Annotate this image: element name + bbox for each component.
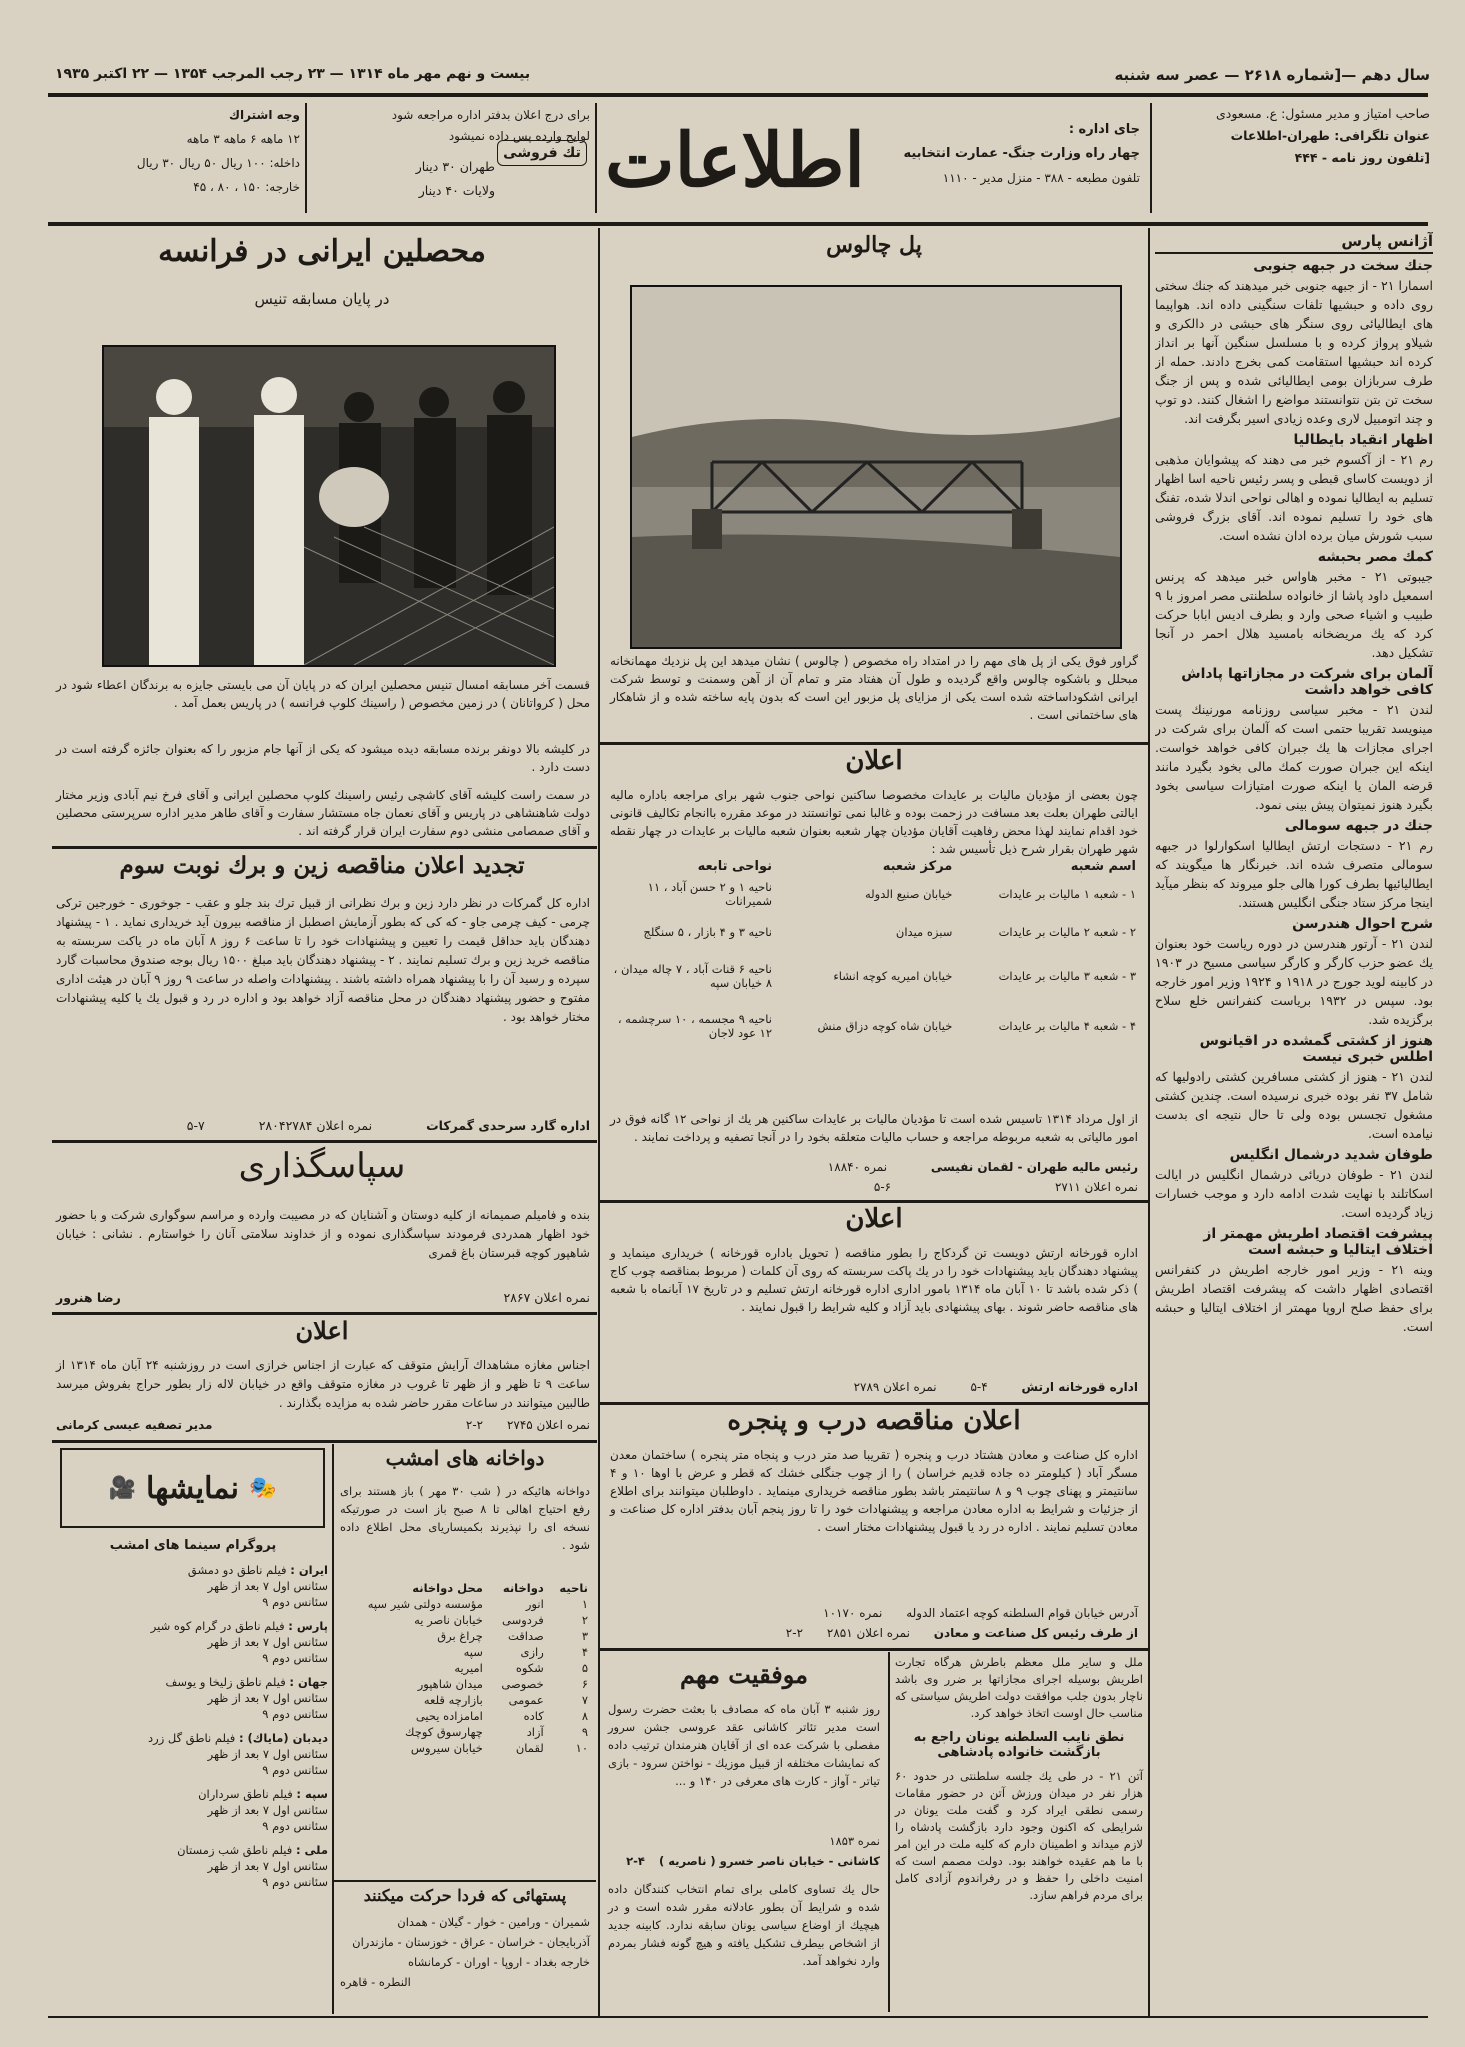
pars-story-9-text: وینه ۲۱ - وزیر امور خارجه اطریش در کنفرانس اقتصادی اظهار داشت که پیشرفت اقتصاد اطریش برای حفظ صلح اروپا مهمتر از اختلاف ایتالیا و حبشه است. [1155, 1262, 1433, 1334]
tax-sign-row [610, 1160, 1138, 1174]
pharmacy-title: دواخانه های امشب [385, 1446, 545, 1470]
tax-header-3: نواحی تابعه [697, 859, 772, 874]
pharmacy-cell: امیریه [454, 1661, 483, 1675]
greece-continued: حال یك تساوی کاملی برای تمام انتخاب کنندگان داده شده و شرایط آن بطور عادلانه مقرر شده است و در هیچیك از اوضاع سیاسی یونان سابقه ندارد. کابینه جدید از اشخاص بیطرف تشکیل یافته و هیچ گونه فشار بمردم وارد نخواهد آمد. [608, 1882, 880, 1968]
cinema-show-1: سئانس اول ۷ بعد از ظهر [207, 1579, 328, 1593]
success-text: روز شنبه ۳ آبان ماه که مصادف با بعثت حضرت رسول است مدیر تئاتر کاشانی عقد عروسی جشن سرور مفصلی با شرکت عده ای از آقایان هنرمندان ترتیب داده که نمایشات مختلفه از قبیل موزیك - نواختن سرود - بازی تیاتر - آواز - کارت های معرفی در ۱۴۰ و ... [608, 1702, 880, 1788]
subscription-foreign: خارجه: ۱۵۰ ، ۸۰ ، ۴۵ [193, 180, 300, 194]
pars-section-title: آژانس پارس [1155, 232, 1433, 254]
army-title: اعلان [845, 1204, 903, 1234]
tax-cell: سبزه میدان [895, 925, 953, 939]
pars-story-1-title: جنك سخت در جبهه جنوبی [1253, 258, 1433, 274]
pars-story-7-title: هنوز از کشتی گمشده در اقیانوس اطلس خبری نیست [1199, 1033, 1433, 1065]
thanks-number: نمره اعلان ۲۸۶۷ [503, 1290, 590, 1305]
pharmacy-cell: فردوسی [502, 1613, 544, 1627]
pharmacy-row [338, 1740, 592, 1756]
pharmacy-row [338, 1724, 592, 1740]
pharmacy-cell: سپه [463, 1645, 483, 1659]
success-code: ۴-۲ [626, 1854, 645, 1868]
tax-cell: ناحیه ۳ و ۴ بازار ، ۵ سنگلج [643, 925, 772, 939]
pars-story-1-text: اسمارا ۲۱ - از جبهه جنوبی خبر میدهند که جنك سختی روی داده و حبشیها تلفات سنگینی داده اند. هواپیما های ایطالیائی روی سنگر های حبشی در دالکری و شیلاو پرواز کرده و با مسلسل سنگین آنها بر انداز کرده اند حبشیها استقامت کمی بخرج دادند. حمله از طرف سربازان بومی ایطالیائی شده و پس از جنگ سخت تن بتن نتوانستند مواضع را اشغال کنند. دو توپ و چند اتومبیل لاری وعده زیادی اسیر بگرفت اند. [1155, 278, 1433, 426]
tax-signer: رئیس مالیه طهران - لقمان نفیسی [930, 1160, 1138, 1174]
mail-line: آذربایجان - خراسان - عراق - خوزستان - مازندران [352, 1935, 590, 1949]
army-code: ۴-۵ [970, 1380, 988, 1394]
pharmacy-cell: امامزاده یحیی [415, 1709, 483, 1723]
tax-cell: خیابان صنیع الدوله [865, 887, 953, 901]
shop-notice-text: اجناس مغازه مشاهداك آرایش متوقف که عبارت از اجناس خرازی است در روزشنبه ۲۴ آبان ماه ۱۳۱۴ از ساعت ۹ تا ظهر و از ظهر تا غروب در مغازه متوقف واقع در خیابان لاله زار بطور حراج بفروش میرسد طالبین میتوانند در ساعات مقرر حاضر شده به مزایده بگذارند . [56, 1358, 590, 1410]
pars-story-2-title: اظهار انقیاد بایطالیا [1293, 432, 1433, 448]
pars-story-5-title: جنك در جبهه سومالی [1284, 818, 1433, 834]
subscription-head: ۱۲ ماهه ۶ ماهه ۳ ماهه [186, 132, 300, 146]
film-camera-icon: 🎥 [108, 1475, 137, 1501]
pharmacy-cell: آزاد [526, 1725, 544, 1739]
success-title: موفقیت مهم [680, 1660, 808, 1689]
cinema-show-2: سئانس دوم ۹ [262, 1707, 328, 1721]
doors-code: ۲-۲ [785, 1626, 804, 1640]
tax-cell: ۱ - شعبه ۱ مالیات بر عایدات [998, 887, 1136, 901]
cinema-item [58, 1562, 328, 1610]
office-phone: تلفون مطبعه - ۳۸۸ - منزل مدیر - ۱۱۱۰ [942, 171, 1140, 185]
pharmacy-header: دواخانه [502, 1581, 544, 1595]
tax-header-1: اسم شعبه [1070, 859, 1136, 874]
cinema-list [58, 1562, 328, 1898]
cinema-logo-box [60, 1448, 325, 1528]
ad-note-1: برای درج اعلان بدفتر اداره مراجعه شود [391, 108, 590, 122]
chalus-title: پل چالوس [826, 232, 922, 258]
tax-cell: خیابان امیریه کوچه انشاء [833, 969, 953, 983]
curtain-icon: 🎭 [248, 1475, 277, 1501]
masthead-rule [48, 222, 1428, 226]
tax-cell: ۴ - شعبه ۴ مالیات بر عایدات [998, 1019, 1136, 1033]
pars-story-3-title: کمك مصر بحبشه [1317, 549, 1433, 565]
pharmacy-cell: انور [525, 1597, 544, 1611]
office-box [860, 118, 1140, 190]
pharmacy-cell: چهارسوق کوچك [405, 1725, 483, 1739]
shop-notice-sign-row [56, 1418, 590, 1432]
tax-cell: ناحیه ۹ مجسمه ، ۱۰ سرچشمه ، ۱۲ عود لاجان [617, 1012, 772, 1040]
mail-line: شمیران - ورامین - خوار - گیلان - همدان [397, 1915, 590, 1929]
cinema-show-2: سئانس دوم ۹ [262, 1651, 328, 1665]
tax-cell: ۲ - شعبه ۲ مالیات بر عایدات [998, 925, 1136, 939]
thanks-text: بنده و فامیلم صمیمانه از کلیه دوستان و آشنایان که در مصیبت وارده و مراسم سوگواری شرکت و با حضور خود اظهار همدردی فرمودند سپاسگذاری نموده و از خداوند سلامتی آنان را خواستارم . نشانی : خیابان شاهپور کوچه قبرستان باغ قمری [56, 1208, 590, 1260]
owner-line: صاحب امتیاز و مدیر مسئول: ع. مسعودی [1216, 106, 1430, 121]
cinema-item [58, 1674, 328, 1722]
customs-code: ۷-۵ [186, 1118, 205, 1133]
pars-story-7-text: لندن ۲۱ - هنوز از کشتی مسافرین کشتی رادولیها که شامل ۳۷ نفر بوده خبری نرسیده است. چندین کشتی مشغول تجسس بوده ولی تا حال نتیجه ای بدست نیامده است. [1155, 1069, 1433, 1141]
single-tehran: طهران ۳۰ دینار [415, 159, 495, 174]
date-line: بیست و نهم مهر ماه ۱۳۱۴ — ۲۳ رجب المرجب ۱۳۵۴ — ۲۲ اکتبر ۱۹۳۵ [55, 66, 531, 82]
pars-story-2-text: رم ۲۱ - از آکسوم خبر می دهند که پیشوایان مذهبی از دویست کاسای قبطی و پسر رئیس ناحیه اسا اظهار تسلیم به ایطالیا نموده و اهالی نواحی اندلا شده، تفنگ های خود را تسلیم نموده اند. آقای بزرگ فروشی سبب شورش میان برده ادان نشده است. [1155, 452, 1433, 543]
tax-row [608, 913, 1140, 951]
cinema-show-2: سئانس دوم ۹ [262, 1763, 328, 1777]
ad-note-2: لوایح وارده پس داده نمیشود [448, 129, 590, 143]
pharmacy-cell: ۳ [581, 1629, 588, 1643]
pharmacy-cell: ۱۰ [575, 1741, 588, 1755]
tennis-caption-2: در کلیشه بالا دونفر برنده مسابقه دیده میشود که یکی از آنها جام مزبور را که بعنوان جائزه گرفته است در دست دارد . [56, 742, 590, 774]
pharmacy-intro: دواخانه هائیکه در ( شب ۳۰ مهر ) باز هستند برای رفع احتیاج اهالی تا ۸ صبح باز است در صورتیکه نسخه ای را نپذیرند بکمیساریای محل اطلاع داده شود . [340, 1484, 590, 1552]
pars-story-8-text: لندن ۲۱ - طوفان دریائی درشمال انگلیس در ایالت اسکاتلند با نهایت شدت ادامه دارد و موجب خسارات زیاد گردیده است. [1155, 1167, 1433, 1220]
pars-story-6-text: لندن ۲۱ - آرتور هندرسن در دوره ریاست خود بعنوان یك عضو حزب کارگر و کارگر سیاسی مسیح در ۱۹۰۳ در کابینه لوید جورج در ۱۹۱۸ و ۱۹۲۴ وزیر امور خارجه بود. سپس در ۱۹۳۲ بریاست کنفرانس خلع سلاح برگزیده شد. [1155, 936, 1433, 1027]
success-place-row [608, 1854, 880, 1868]
doors-address-row [610, 1606, 1138, 1620]
pharmacy-row [338, 1708, 592, 1724]
pharmacy-row [338, 1628, 592, 1644]
tax-row [608, 1001, 1140, 1051]
greece-title: نطق نایب السلطنه یونان راجع به بازگشت خانواده پادشاهی [913, 1730, 1125, 1760]
pharmacy-cell: خیابان ناصر یه [414, 1613, 483, 1627]
doors-org: از طرف رئیس کل صناعت و معادن [933, 1626, 1138, 1640]
phone-line: [تلفون روز نامه - ۴۴۴ [1294, 150, 1430, 165]
pharmacy-cell: ۵ [581, 1661, 588, 1675]
pars-story-4-title: آلمان برای شرکت در مجازاتها پاداش کافی خواهد داشت [1181, 666, 1433, 698]
pharmacy-row [338, 1612, 592, 1628]
pharmacy-cell: عمومی [508, 1693, 544, 1707]
success-place: کاشانی - خیابان ناصر خسرو ( ناصریه ) [658, 1854, 880, 1868]
pharmacy-row [338, 1660, 592, 1676]
tax-cell: خیابان شاه کوچه دزاق منش [817, 1019, 953, 1033]
pharmacy-cell: کاده [523, 1709, 544, 1723]
mail-line: النطره - قاهره [340, 1975, 411, 1989]
pharmacy-cell: مؤسسه دولتی شیر سپه [367, 1597, 483, 1611]
pharmacy-cell: ۲ [581, 1613, 588, 1627]
customs-number: نمره اعلان ۲۸۰۴۲۷۸۴ [258, 1118, 373, 1133]
pharmacy-cell: صداقت [507, 1629, 544, 1643]
chalus-bridge-photo [630, 285, 1122, 649]
mail-line: خارجه بغداد - اروپا - اوران - کرمانشاه [407, 1955, 590, 1969]
pharmacy-cell: ۱ [581, 1597, 588, 1611]
tax-table [608, 858, 1140, 1051]
pharmacy-cell: شکوه [515, 1661, 544, 1675]
cinema-item [58, 1842, 328, 1890]
pharmacy-cell: لقمان [515, 1741, 544, 1755]
issue-line: سال دهم —[شماره ۲۶۱۸ — عصر سه شنبه [1114, 66, 1430, 84]
top-rule [48, 93, 1428, 97]
customs-text: اداره کل گمرکات در نظر دارد زین و برك نظرانی از قبیل ترك بند جلو و عقب - جوخوری - خورجین ترکی چرمی - کیف چرمی جاو - که کی که بطور آزمایش اصطبل از مناقصه بیرون آید خریداری نماید . ۱ - پیشنهاد دهندگان باید حداقل قیمت را تعیین و پیشنهادات خود را تا ساعت ۶ روز ۸ آبان ماه در یاکت سربسته به مناقصه خرید زین و برك تسلیم نمایند . ۲ - پیشنهاد دهندگان باید مبلغ ۱۵۰۰ ریال بوجه صندوق محاسبات گارد سپرده و رسید آن را با پیشنهاد همراه داشته باشند . پیشنهادات واصله در ساعت ۹ روز ۹ آبان در هیئت اداری مفتوح و حضور پیشنهاد دهندگان در محل مناقصه آزاد خواهد بود و اداره در رد و قبول یك یا کلیه پیشنهادات مختار خواهد بود . [56, 896, 590, 1024]
single-label: تك فروشی [497, 140, 587, 166]
cinema-desc: فیلم ناطق زلیخا و یوسف [165, 1675, 286, 1689]
telegraph-line: عنوان تلگرافی: طهران-اطلاعات [1230, 128, 1430, 143]
pharmacy-row [338, 1596, 592, 1612]
doors-text: اداره کل صناعت و معادن هشتاد درب و پنجره ( تقریبا صد متر درب و پنجاه متر پنجره ) ساختمان معدن مسگر آباد ( کیلومتر ده جاده قدیم خراسان ) را از چوب جنگلی خشك که قطر و عرض با اوها ۱۰ و ۴ سانتیمتر و پهنای چوب ۹ و ۸ سانتیمتر باشد بطور مناقصه خریداری مینماید . داوطلبان میتوانند برای اطلاع از جزئیات و شرایط به اداره معادن مراجعه و پیشنهادات خود را تا روز پنجم آبان بدفتر اداره کل صناعت و معادن تسلیم نمایند . اداره در رد یا قبول پیشنهادات مختار است . [610, 1448, 1138, 1534]
shop-notice-code: ۲-۲ [465, 1418, 484, 1432]
office-label: جای اداره : [1068, 122, 1140, 137]
customs-org: اداره گارد سرحدی گمرکات [426, 1118, 590, 1133]
army-sign-row [610, 1380, 1138, 1394]
cinema-name: ملی : [295, 1843, 328, 1857]
office-address: چهار راه وزارت جنگ- عمارت انتخابیه [903, 146, 1140, 161]
pars-story-5-text: رم ۲۱ - دستجات ارتش ایطالیا اسکوارلوا در جبهه سومالی متصرف شده اند. خبرنگار ها میگویند که ایطالیائیها بطرف کورا هالی جلو میروند که بنظر میآید اینجا مرکز ستاد جنگی انگلیس هستند. [1155, 838, 1433, 910]
cinema-name: پارس : [288, 1619, 328, 1633]
cinema-show-1: سئانس اول ۷ بعد از ظهر [207, 1747, 328, 1761]
tax-code: ۶-۵ [873, 1180, 892, 1194]
cinema-item [58, 1786, 328, 1834]
logo [605, 108, 865, 213]
tennis-title: محصلین ایرانی در فرانسه [158, 234, 486, 269]
tax-row [608, 951, 1140, 1001]
tax-title: اعلان [845, 746, 903, 776]
pars-story-9-title: پیشرفت اقتصاد اطریش مهمتر از اختلاف ایتالیا و حبشه است [1203, 1226, 1433, 1258]
cinema-desc: فیلم ناطق شب زمستان [177, 1843, 293, 1857]
tax-cell: ۳ - شعبه ۳ مالیات بر عایدات [998, 969, 1136, 983]
cinema-show-1: سئانس اول ۷ بعد از ظهر [207, 1859, 328, 1873]
cinema-show-1: سئانس اول ۷ بعد از ظهر [207, 1635, 328, 1649]
single-price-box [330, 155, 495, 203]
pharmacy-cell: بازارچه قلعه [423, 1693, 483, 1707]
pharmacy-cell: ۸ [581, 1709, 588, 1723]
thanks-signer: رضا هنرور [56, 1290, 121, 1305]
mail-title: پستهائی که فردا حرکت میکنند [363, 1886, 567, 1905]
bridge-illustration [632, 287, 1120, 647]
cinema-name: دیدبان (مایاك) : [238, 1731, 328, 1745]
pharmacy-table [338, 1580, 592, 1756]
pharmacy-cell: ۶ [581, 1677, 588, 1691]
subscription-box [55, 103, 300, 199]
subscription-title: وجه اشتراك [229, 108, 300, 122]
cinema-show-2: سئانس دوم ۹ [262, 1875, 328, 1889]
tax-ad-number: نمره اعلان ۲۷۱۱ [1054, 1180, 1138, 1194]
cinema-item [58, 1618, 328, 1666]
cinema-show-1: سئانس اول ۷ بعد از ظهر [207, 1803, 328, 1817]
cinema-desc: فیلم ناطق سرداران [198, 1787, 293, 1801]
tax-header-2: مرکز شعبه [882, 859, 953, 874]
single-provinces: ولایات ۴۰ دینار [418, 183, 495, 198]
pharmacy-header: محل دواخانه [412, 1581, 483, 1595]
pharmacy-cell: ۷ [581, 1693, 588, 1707]
chalus-caption: گراور فوق یکی از پل های مهم را در امتداد راه مخصوص ( چالوس ) نشان میدهد این پل نزدیك مهمانخانه مبحلل و باشکوه چالوس واقع گردیده و طول آن هفتاد متر و تمام آن از آهن وسمنت و توسط شرکت ایرانی اشکوداساخته شده است یکی از مزایای پل مزبور این است که بدون پایه ساخته شده و از شاهکار های ساختمانی است . [610, 654, 1138, 722]
pharmacy-header: ناحیه [559, 1581, 588, 1595]
tax-cell: ناحیه ۶ قنات آباد ، ۷ چاله میدان ، ۸ خیابان سپه [613, 962, 772, 990]
logo-text: اطلاعات [605, 117, 865, 204]
pharmacy-row [338, 1692, 592, 1708]
army-text: اداره قورخانه ارتش دویست تن گردکاج را بطور مناقصه ( تحویل باداره قورخانه ) خریداری مینماید و پیشنهاد دهندگان باید پیشنهادات خود را در یك پاکت سربسته که روی آن کلمات ( مربوط بمناقصه چوب کاج ) ذکر شده باشد تا ۱۰ آبان ماه ۱۳۱۴ بامور اداری اداره قورخانه ارتش تسلیم و در تاریخ ۱۷ آبانماه با شعبه های مناقصه حاضر شوند . بهای پیشنهادی باید آزاد و کلیه شرایط را قبول نمایند . [610, 1246, 1139, 1314]
cinema-desc: فیلم ناطق گل زرد [148, 1731, 236, 1745]
shop-notice-number: نمره اعلان ۲۷۴۵ [506, 1418, 590, 1432]
tax-footer: از اول مرداد ۱۳۱۴ تاسیس شده است تا مؤدیان مالیات بر عایدات ساکنین هر یك از نواحی ۱۲ گانه فوق در امور مالیاتی به شعبه مربوطه مراجعه و حساب مالیات متعلقه بخود را در آنجا تصفیه و پرداخت نمایند . [610, 1112, 1138, 1144]
thanks-sign-row [56, 1290, 590, 1305]
cinema-name: سپه : [296, 1787, 328, 1801]
tennis-illustration [104, 347, 554, 665]
mail-lines [340, 1912, 590, 1992]
tax-number-row [610, 1180, 1138, 1194]
doors-number: نمره ۱۰۱۷۰ [823, 1606, 883, 1620]
tax-intro: چون بعضی از مؤدیان مالیات بر عایدات مخصوصا ساکنین نواحی جنوب شهر برای مراجعه باداره مالیه ایالتی طهران بعلت بعد مسافت در زحمت بوده و غالبا نمی توانستند در موعد مقرره باانجام تکالیف قانونی خود اقدام نمایند لهذا محض رفاهیت آقایان مؤدیان چهار شعبه بعنوان شعبه مالیات بر عایدات در چهار نقطه شهر طهران بقرار شرح ذیل تأسیس شد : [610, 788, 1138, 856]
greece-text: آتن ۲۱ - در طی یك جلسه سلطنتی در حدود ۶۰ هزار نفر در میدان ورزش آتن در حضور مقامات رسمی نطقی ایراد کرد و گفت ملت یونان در شرایطی که اکنون وجود دارد بازگشت پادشاه را لازم میداند و اطمینان دارم که کلیه ملت در این امر با ما هم عقیده خواهند بود. دولت مصمم است که امنیت داخلی را حفظ و در رفراندوم آزادی کامل برای مردم فراهم سازد. [895, 1769, 1144, 1902]
pharmacy-cell: میدان شاهپور [417, 1677, 483, 1691]
cinema-desc: فیلم ناطق در گرام کوه شیر [150, 1619, 285, 1633]
army-number: نمره اعلان ۲۷۸۹ [853, 1380, 937, 1394]
austria-lead: ملل و سایر ملل معظم باطرش هرگاه تجارت اطریش بوسیله اجرای مجازاتها بر ضرر وی باشد ناچار بدون جلب موافقت دولت اطریش سیاستی که مناسب حال اوست اتخاذ خواهد کرد. [895, 1655, 1143, 1720]
shop-notice-title: اعلان [295, 1316, 349, 1345]
thanks-title: سپاسگذاری [238, 1146, 406, 1186]
tax-number: نمره ۱۸۸۴۰ [827, 1160, 888, 1174]
pharmacy-cell: رازی [520, 1645, 544, 1659]
shop-notice-signer: مدیر تصفیه عیسی کرمانی [56, 1418, 213, 1432]
cinema-show-2: سئانس دوم ۹ [262, 1819, 328, 1833]
pars-story-4-text: لندن ۲۱ - مخبر سیاسی روزنامه مورنینك پست مینویسد تقریبا حتمی است که آلمان برای شرکت در اجرای مجازات ها یك جبران کافی خواهد خواست. اینکه این جبران صورت کمك مالی بخود بگیرد مانند قرضه المان یا اینکه صورت امتیازات سیاسی بخود بگیرد هنوز نمیتوان پیش بینی نمود. [1155, 702, 1433, 812]
pars-story-6-title: شرح احوال هندرسن [1292, 916, 1433, 932]
pars-story-3-text: جیبوتی ۲۱ - مخبر هاواس خبر میدهد که پرنس اسمعیل داود پاشا از خانواده سلطنتی مصر امروز با ۹ طبیب و اشیاء صحی وارد و بطرف ادیس ابابا حرکت کرد که یك مریضخانه بامسید هلال احمر در آنجا تشکیل دهد. [1155, 569, 1433, 660]
pharmacy-row [338, 1644, 592, 1660]
pharmacy-cell: ۴ [581, 1645, 588, 1659]
cinema-logo: نمایشها [146, 1470, 239, 1506]
ad-box [305, 105, 590, 147]
pars-column [1155, 232, 1433, 2012]
pharmacy-row [338, 1676, 592, 1692]
cinema-item [58, 1730, 328, 1778]
subscription-domestic: داخله: ۱۰۰ ریال ۵۰ ریال ۳۰ ریال [136, 156, 300, 170]
customs-sign-row [56, 1118, 590, 1133]
pharmacy-cell: خیابان سیروس [410, 1741, 483, 1755]
tennis-subtitle: در پایان مسابقه تنیس [254, 290, 390, 308]
doors-ad-number: نمره اعلان ۲۸۵۱ [826, 1626, 910, 1640]
pharmacy-cell: چراغ برق [437, 1629, 483, 1643]
owner-box [1160, 103, 1430, 169]
cinema-desc: فیلم ناطق دو دمشق [187, 1563, 287, 1577]
cinema-show-1: سئانس اول ۷ بعد از ظهر [207, 1691, 328, 1705]
success-number: نمره ۱۸۵۳ [829, 1834, 880, 1848]
tax-cell: ناحیه ۱ و ۲ حسن آباد ، ۱۱ شمیرانات [647, 880, 772, 908]
pars-story-8-title: طوفان شدید درشمال انگلیس [1229, 1147, 1433, 1163]
customs-title: تجدید اعلان مناقصه زین و برك نوبت سوم [119, 852, 525, 879]
pharmacy-cell: ۹ [581, 1725, 588, 1739]
doors-sign-row [610, 1626, 1138, 1640]
tennis-caption-3: در سمت راست کلیشه آقای کاشچی رئیس راسینك کلوپ محصلین ایرانی و آقای فرخ نیم آبادی وزیر مختار دولت شاهنشاهی در پاریس و آقای نعمان جاه مستشار سفارت و آقای طاهر مدیر اداره سرپرستی محصلین و آقای صمصامی منشی دوم سفارت ایران قرار گرفته اند . [56, 788, 590, 838]
doors-address: آدرس خیابان قوام السلطنه کوچه اعتماد الدوله [906, 1606, 1138, 1620]
pharmacy-cell: خصوصی [501, 1677, 544, 1691]
doors-title: اعلان مناقصه درب و پنجره [727, 1406, 1021, 1436]
cinema-name: جهان : [289, 1675, 328, 1689]
tennis-photo [102, 345, 556, 667]
army-org: اداره قورخانه ارتش [1021, 1380, 1138, 1394]
cinema-program-title: پروگرام سینما های امشب [109, 1538, 277, 1553]
tax-row [608, 875, 1140, 913]
cinema-show-2: سئانس دوم ۹ [262, 1595, 328, 1609]
tennis-caption-1: قسمت آخر مسابقه امسال تنیس محصلین ایران که در پایان آن می بایستی جایزه به برندگان اعطاء شود در محل ( کرواتانان ) در زمین مخصوص ( راسینك کلوپ فرانسه ) در پاریس بعمل آمد . [56, 678, 590, 710]
cinema-name: ایران : [290, 1563, 328, 1577]
